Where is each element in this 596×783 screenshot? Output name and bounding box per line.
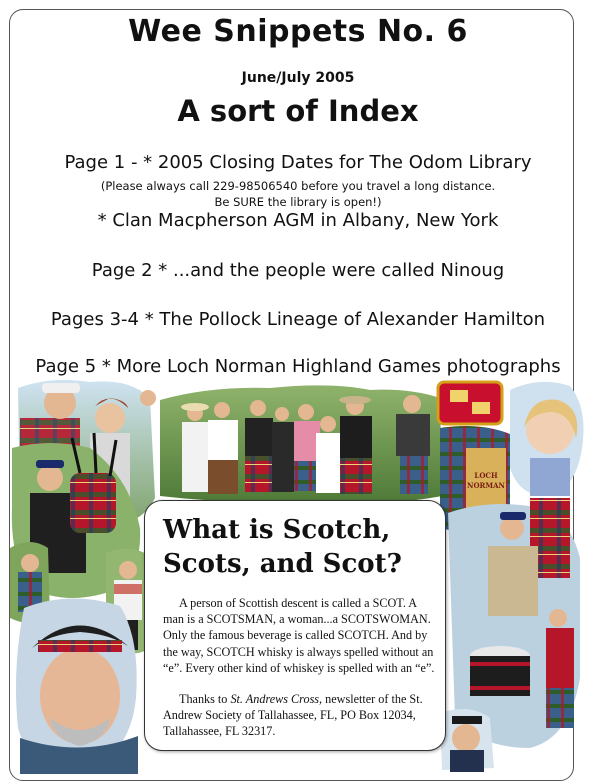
issue-date: June/July 2005 (241, 70, 355, 86)
credit-prefix: Thanks to (179, 692, 231, 706)
banner-text: LOCH (474, 471, 498, 480)
index-page5: Page 5 * More Loch Norman Highland Games photographs (35, 356, 561, 377)
index-page1-note-2: Be SURE the library is open!) (214, 195, 382, 209)
index-page3-4: Pages 3-4 * The Pollock Lineage of Alexander Hamilton (50, 309, 546, 330)
index-heading: A sort of Index (177, 94, 419, 128)
photo-man-tam (16, 598, 138, 774)
newsletter-title: Wee Snippets No. 6 (128, 14, 468, 49)
index-page1-item2: * Clan Macpherson AGM in Albany, New York (97, 210, 499, 231)
article-box (144, 500, 446, 751)
photo-girl (510, 382, 584, 496)
credit-source: St. Andrews Cross, (230, 692, 323, 706)
credit-rest: newsletter of the St. Andrew Society of Tallahassee, FL, PO Box 12034, Tallahassee, FL 32317. (163, 692, 423, 739)
index-page2: Page 2 * ...and the people were called Ninoug (91, 260, 505, 281)
index-page1: Page 1 - * 2005 Closing Dates for The Odom Library (64, 152, 532, 173)
article-credit (163, 691, 435, 740)
lion-rampant-flag (438, 382, 502, 424)
photo-middle-group (160, 385, 442, 503)
article-body: A person of Scottish descent is called a SCOT. A man is a SCOTSMAN, a woman...a SCOTSWOMAN. Only the famous beverage is called SCOTCH. And by the way, SCOTCH whisky is always spelled without an “e”. Every other kind of whiskey is spelled with an “e”. (163, 596, 435, 675)
article-heading-line2: Scots, and Scot? (163, 549, 402, 579)
photo-man-bottom-right (440, 709, 494, 772)
index-page1-note-1: (Please always call 229-98506540 before you travel a long distance. (100, 179, 496, 193)
article-heading-line1: What is Scotch, (163, 515, 391, 545)
banner-text-2: NORMAN (467, 481, 505, 490)
article-heading (163, 513, 433, 581)
